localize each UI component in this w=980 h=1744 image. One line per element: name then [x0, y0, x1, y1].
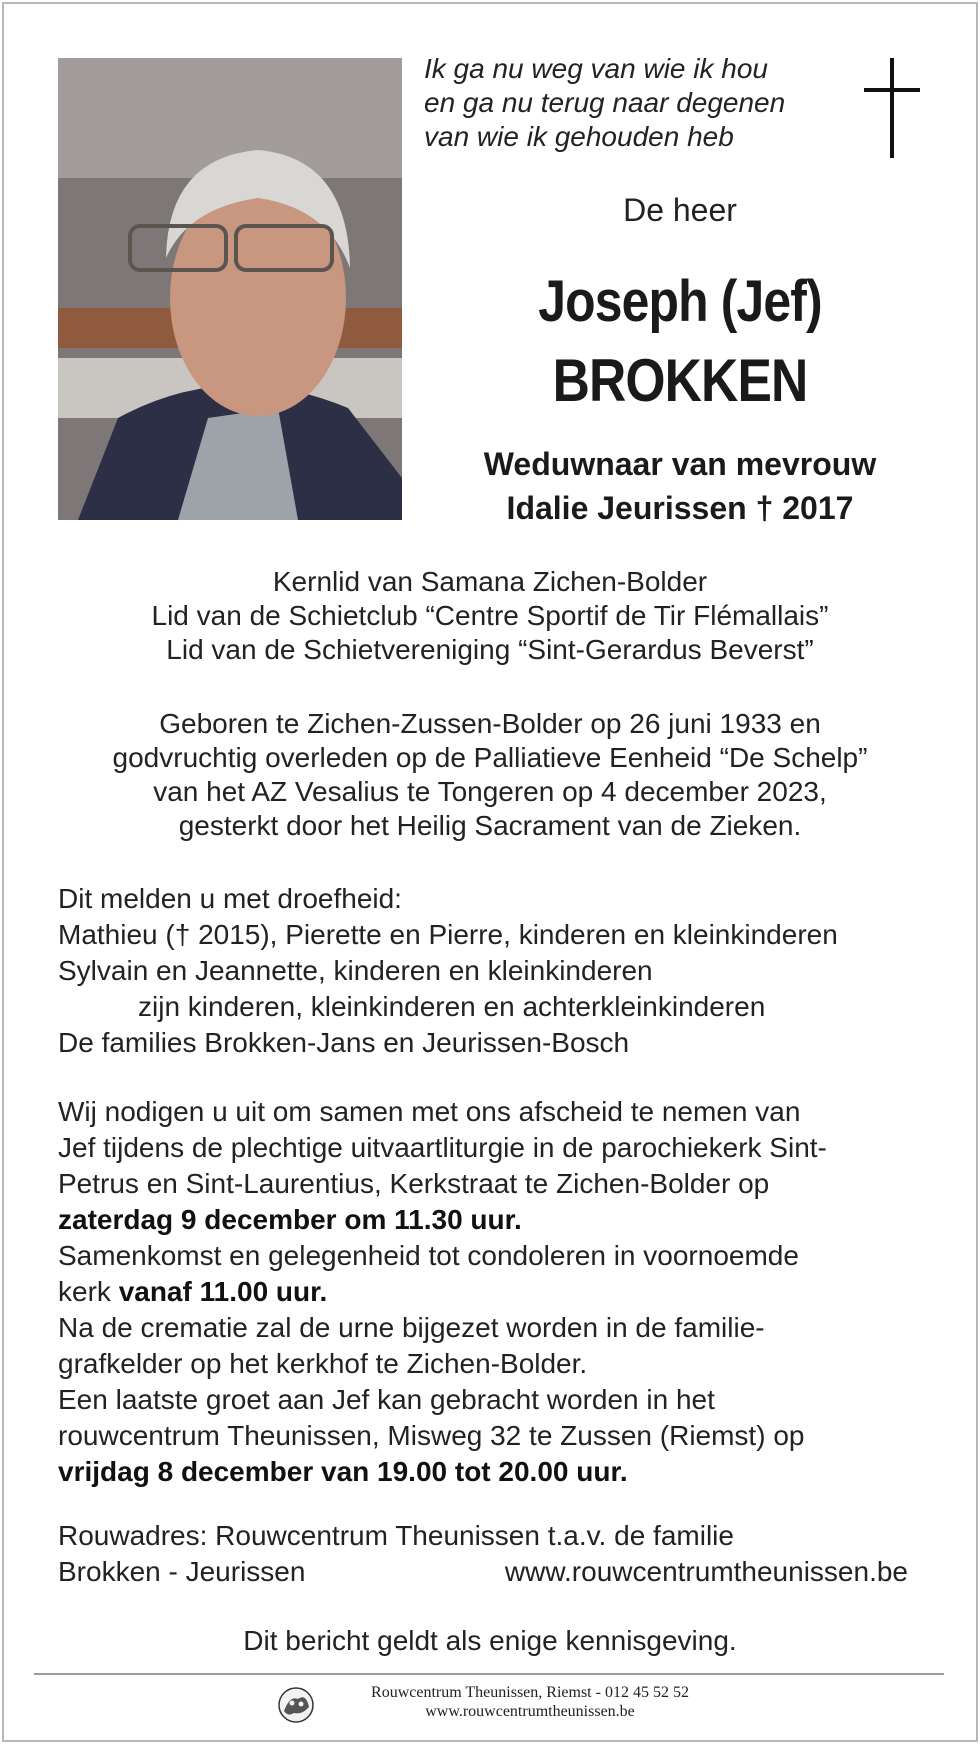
funeral-details [58, 1094, 938, 1490]
funeral-line: Wij nodigen u uit om samen met ons afscheid te nemen van [58, 1096, 801, 1127]
family-name: Brokken - Jeurissen [58, 1556, 306, 1587]
funeral-line: Na de crematie zal de urne bijgezet worden in de familie- [58, 1312, 765, 1343]
poem [424, 52, 824, 154]
poem-line: en ga nu terug naar degenen [424, 87, 786, 118]
farewell-time: vrijdag 8 december van 19.00 tot 20.00 uur. [58, 1456, 628, 1487]
honorific: De heer [623, 192, 737, 228]
birth-death-line: van het AZ Vesalius te Tongeren op 4 december 2023, [153, 776, 827, 807]
funeral-line: grafkelder op het kerkhof te Zichen-Bolder. [58, 1348, 588, 1379]
membership-line: Kernlid van Samana Zichen-Bolder [272, 566, 708, 597]
deceased-first-name: Joseph (Jef) [538, 269, 822, 334]
birth-death-info [40, 707, 940, 843]
closing-note: Dit bericht geldt als enige kennisgeving. [243, 1625, 737, 1656]
footer-contact: Rouwcentrum Theunissen, Riemst - 012 45 52 52 [371, 1684, 689, 1701]
family-line: zijn kinderen, kleinkinderen en achterkleinkinderen [138, 991, 766, 1022]
funeral-home-logo [276, 1685, 316, 1725]
funeral-line: Een laatste groet aan Jef kan gebracht worden in het [58, 1384, 715, 1415]
mourning-address [58, 1518, 938, 1590]
footer [276, 1683, 776, 1729]
funeral-line: Samenkomst en gelegenheid tot condoleren in voornoemde [58, 1240, 799, 1271]
funeral-line: rouwcentrum Theunissen, Misweg 32 te Zussen (Riemst) op [58, 1420, 805, 1451]
address-line: Rouwadres: Rouwcentrum Theunissen t.a.v. de familie [58, 1520, 734, 1551]
website-link[interactable]: www.rouwcentrumtheunissen.be [504, 1556, 908, 1587]
birth-death-line: Geboren te Zichen-Zussen-Bolder op 26 juni 1933 en [159, 708, 821, 739]
birth-death-line: gesterkt door het Heilig Sacrament van de Zieken. [178, 810, 802, 841]
funeral-line: Jef tijdens de plechtige uitvaartliturgie in de parochiekerk Sint- [58, 1132, 827, 1163]
widower-line: Weduwnaar van mevrouw [483, 446, 877, 482]
condolence-time: vanaf 11.00 uur. [118, 1276, 328, 1307]
divider [34, 1673, 944, 1675]
funeral-line: Petrus en Sint-Laurentius, Kerkstraat te Zichen-Bolder op [58, 1168, 770, 1199]
membership-line: Lid van de Schietvereniging “Sint-Gerardus Beverst” [166, 634, 814, 665]
family-line: De families Brokken-Jans en Jeurissen-Bosch [58, 1027, 630, 1058]
widower-info [420, 442, 940, 530]
family-announcement [58, 881, 938, 1061]
latin-cross-icon [864, 58, 920, 158]
portrait-photo [58, 58, 402, 520]
family-line: Sylvain en Jeannette, kinderen en kleinkinderen [58, 955, 653, 986]
poem-line: van wie ik gehouden heb [424, 121, 734, 152]
footer-website[interactable]: www.rouwcentrumtheunissen.be [425, 1703, 635, 1720]
family-intro: Dit melden u met droefheid: [58, 883, 402, 914]
widower-line: Idalie Jeurissen † 2017 [506, 490, 854, 526]
memberships [40, 565, 940, 667]
family-line: Mathieu († 2015), Pierette en Pierre, kinderen en kleinkinderen [58, 919, 838, 950]
birth-death-line: godvruchtig overleden op de Palliatieve Eenheid “De Schelp” [112, 742, 868, 773]
deceased-last-name: BROKKEN [552, 347, 808, 414]
membership-line: Lid van de Schietclub “Centre Sportif de Tir Flémallais” [151, 600, 829, 631]
poem-line: Ik ga nu weg van wie ik hou [424, 53, 768, 84]
funeral-line: kerk [58, 1276, 119, 1307]
service-time: zaterdag 9 december om 11.30 uur. [58, 1204, 522, 1235]
